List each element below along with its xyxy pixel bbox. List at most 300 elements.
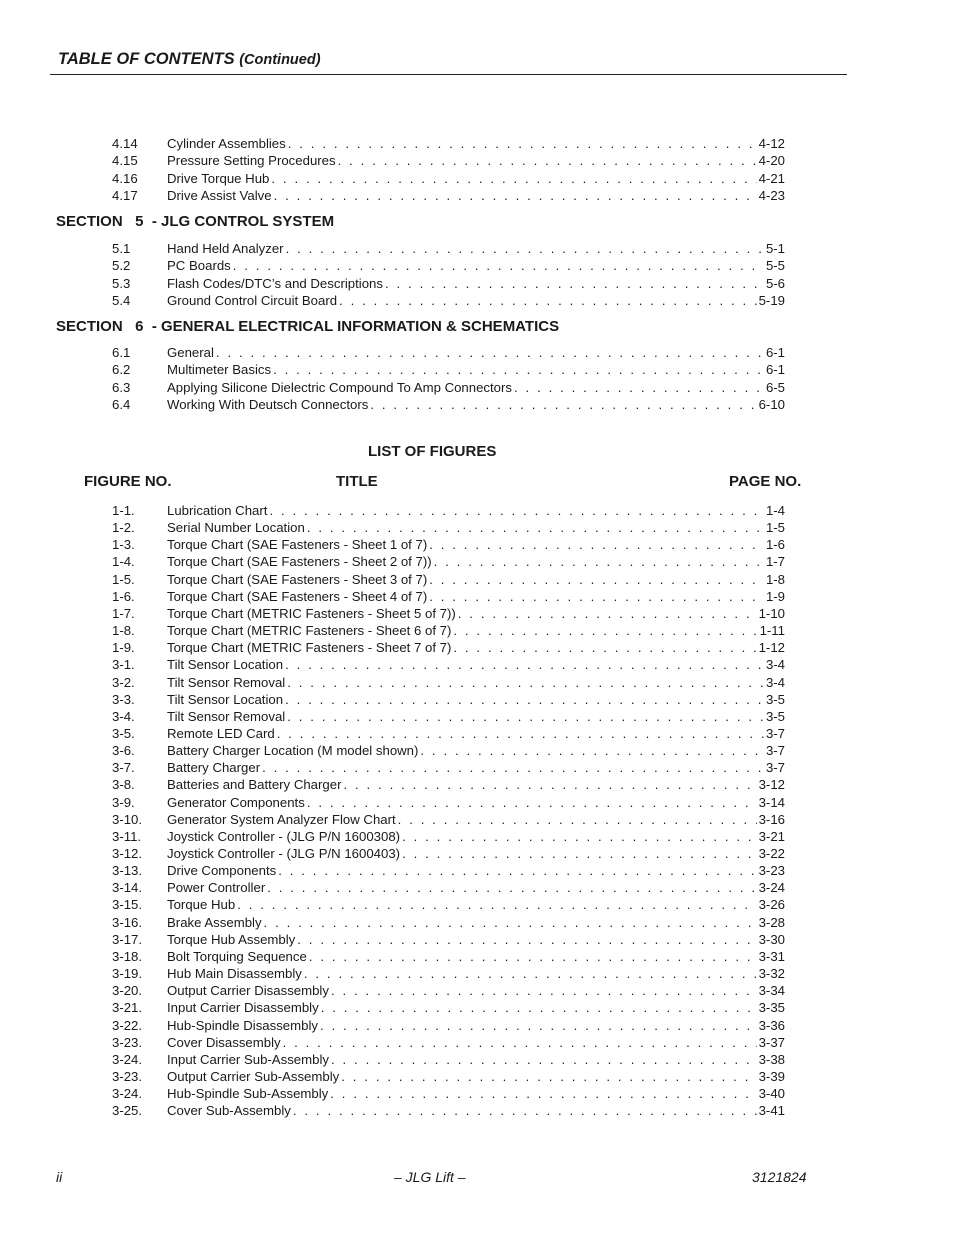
entry-title: Torque Chart (METRIC Fasteners - Sheet 7 of 7) bbox=[167, 640, 452, 656]
entry-number: 3-21. bbox=[112, 1000, 143, 1016]
entry-number: 3-20. bbox=[112, 983, 143, 999]
entry-number: 4.14 bbox=[112, 136, 138, 151]
toc-entry bbox=[0, 275, 954, 292]
entry-line bbox=[167, 639, 785, 656]
entry-page-number: 3-35 bbox=[758, 1000, 785, 1016]
entry-title: Applying Silicone Dielectric Compound To Amp Connectors bbox=[167, 379, 513, 395]
entry-page-number: 6-1 bbox=[765, 362, 785, 378]
entry-line bbox=[167, 691, 785, 708]
entry-page-number: 3-7 bbox=[765, 743, 785, 759]
entry-page-number: 3-16 bbox=[758, 811, 785, 827]
entry-page-number: 3-28 bbox=[758, 914, 785, 930]
entry-number: 3-7. bbox=[112, 760, 135, 776]
entry-page-number: 3-5 bbox=[765, 708, 785, 724]
entry-line bbox=[167, 187, 785, 204]
entry-number: 3-13. bbox=[112, 863, 143, 879]
entry-line bbox=[167, 536, 785, 553]
dot-leader bbox=[341, 1068, 756, 1085]
entry-title: Tilt Sensor Removal bbox=[167, 674, 286, 690]
entry-page-number: 5-5 bbox=[765, 258, 785, 274]
entry-number: 6.2 bbox=[112, 362, 131, 378]
entry-title: General bbox=[167, 345, 214, 360]
page-title bbox=[58, 50, 321, 69]
entry-page-number: 1-11 bbox=[759, 623, 785, 639]
footer-center-text: – JLG Lift – bbox=[394, 1169, 466, 1185]
entry-number: 3-18. bbox=[112, 948, 143, 964]
entry-number: 3-11. bbox=[112, 828, 142, 844]
entry-page-number: 1-9 bbox=[765, 588, 785, 604]
column-header-page-no: PAGE NO. bbox=[729, 473, 802, 490]
entry-line bbox=[167, 588, 785, 605]
entry-number: 3-12. bbox=[112, 846, 143, 861]
entry-page-number: 4-23 bbox=[758, 187, 785, 203]
entry-page-number: 1-4 bbox=[765, 503, 785, 518]
toc-entry bbox=[0, 811, 954, 828]
dot-leader bbox=[514, 379, 764, 396]
entry-line bbox=[167, 914, 785, 931]
entry-number: 5.3 bbox=[112, 275, 131, 291]
entry-page-number: 5-6 bbox=[765, 275, 785, 291]
entry-page-number: 3-12 bbox=[758, 777, 785, 793]
toc-entry bbox=[0, 344, 954, 361]
dot-leader bbox=[434, 553, 764, 570]
entry-line bbox=[167, 674, 785, 691]
toc-entry bbox=[0, 605, 954, 622]
entry-title: Cylinder Assemblies bbox=[167, 136, 286, 151]
entry-line bbox=[167, 1051, 785, 1068]
entry-line bbox=[167, 725, 785, 742]
dot-leader bbox=[429, 536, 764, 553]
entry-title: Torque Hub bbox=[167, 897, 236, 913]
dot-leader bbox=[339, 292, 757, 309]
entry-number: 3-23. bbox=[112, 1068, 143, 1084]
entry-title: Output Carrier Disassembly bbox=[167, 983, 329, 999]
entry-title: Pressure Setting Procedures bbox=[167, 153, 336, 169]
dot-leader bbox=[370, 396, 756, 413]
dot-leader bbox=[330, 1085, 756, 1102]
entry-title: Input Carrier Disassembly bbox=[167, 1000, 319, 1016]
entry-page-number: 3-39 bbox=[758, 1068, 785, 1084]
entry-title: Batteries and Battery Charger bbox=[167, 777, 342, 793]
entry-line bbox=[167, 622, 785, 639]
toc-entry bbox=[0, 828, 954, 845]
entry-page-number: 3-22 bbox=[758, 846, 785, 861]
entry-page-number: 3-37 bbox=[758, 1034, 785, 1050]
dot-leader bbox=[288, 135, 757, 152]
entry-line bbox=[167, 519, 785, 536]
entry-number: 1-9. bbox=[112, 640, 135, 656]
entry-title: Generator System Analyzer Flow Chart bbox=[167, 811, 396, 827]
toc-entry bbox=[0, 396, 954, 413]
toc-entry bbox=[0, 965, 954, 982]
dot-leader bbox=[331, 1051, 757, 1068]
dot-leader bbox=[233, 257, 764, 274]
entry-line bbox=[167, 502, 785, 519]
entry-title: Output Carrier Sub-Assembly bbox=[167, 1068, 340, 1084]
entry-page-number: 3-24 bbox=[758, 880, 785, 896]
entry-line bbox=[167, 948, 785, 965]
toc-entry bbox=[0, 708, 954, 725]
entry-line bbox=[167, 708, 785, 725]
entry-title: Hub Main Disassembly bbox=[167, 966, 302, 982]
entry-page-number: 1-7 bbox=[765, 554, 785, 570]
entry-number: 3-8. bbox=[112, 777, 135, 793]
entry-line bbox=[167, 759, 785, 776]
entry-line bbox=[167, 344, 785, 361]
dot-leader bbox=[216, 344, 764, 361]
entry-line bbox=[167, 292, 785, 309]
entry-line bbox=[167, 1102, 785, 1119]
entry-line bbox=[167, 1068, 785, 1085]
entry-page-number: 3-30 bbox=[758, 931, 785, 947]
entry-line bbox=[167, 862, 785, 879]
entry-title: Drive Components bbox=[167, 863, 277, 879]
dot-leader bbox=[343, 776, 756, 793]
entry-title: Joystick Controller - (JLG P/N 1600308) bbox=[167, 828, 401, 844]
toc-entry bbox=[0, 1085, 954, 1102]
toc-entry bbox=[0, 742, 954, 759]
entry-title: Working With Deutsch Connectors bbox=[167, 396, 369, 412]
entry-number: 4.16 bbox=[112, 170, 138, 186]
entry-page-number: 4-12 bbox=[758, 136, 785, 151]
entry-line bbox=[167, 553, 785, 570]
entry-line bbox=[167, 845, 785, 862]
dot-leader bbox=[237, 896, 756, 913]
toc-entry bbox=[0, 759, 954, 776]
toc-entry bbox=[0, 622, 954, 639]
entry-page-number: 6-1 bbox=[765, 345, 785, 360]
entry-line bbox=[167, 361, 785, 378]
entry-number: 3-1. bbox=[112, 657, 135, 673]
dot-leader bbox=[267, 879, 756, 896]
dot-leader bbox=[429, 571, 764, 588]
entry-line bbox=[167, 896, 785, 913]
entry-line bbox=[167, 379, 785, 396]
section5-heading: SECTION 5 - JLG CONTROL SYSTEM bbox=[56, 213, 335, 230]
dot-leader bbox=[429, 588, 764, 605]
toc-entry bbox=[0, 691, 954, 708]
footer-page-number: ii bbox=[56, 1169, 63, 1185]
dot-leader bbox=[286, 240, 764, 257]
toc-entry bbox=[0, 553, 954, 570]
entry-title: Hub-Spindle Disassembly bbox=[167, 1017, 318, 1033]
entry-title: Drive Torque Hub bbox=[167, 170, 270, 186]
toc-entry bbox=[0, 896, 954, 913]
dot-leader bbox=[285, 656, 764, 673]
entry-line bbox=[167, 828, 785, 845]
dot-leader bbox=[304, 965, 757, 982]
toc-entry bbox=[0, 292, 954, 309]
entry-number: 4.17 bbox=[112, 187, 138, 203]
entry-number: 3-4. bbox=[112, 708, 135, 724]
entry-number: 1-7. bbox=[112, 605, 135, 621]
entry-page-number: 3-36 bbox=[758, 1017, 785, 1033]
entry-line bbox=[167, 170, 785, 187]
dot-leader bbox=[278, 862, 756, 879]
entry-page-number: 3-40 bbox=[758, 1086, 785, 1102]
entry-number: 5.2 bbox=[112, 258, 131, 274]
entry-title: Torque Chart (SAE Fasteners - Sheet 4 of 7) bbox=[167, 588, 428, 604]
dot-leader bbox=[307, 519, 764, 536]
dot-leader bbox=[385, 275, 764, 292]
entry-title: Torque Chart (SAE Fasteners - Sheet 3 of 7) bbox=[167, 571, 428, 587]
entry-number: 3-24. bbox=[112, 1051, 143, 1067]
entry-number: 1-8. bbox=[112, 623, 135, 639]
entry-page-number: 1-5 bbox=[765, 520, 785, 536]
entry-number: 3-15. bbox=[112, 897, 143, 913]
entry-number: 1-6. bbox=[112, 588, 135, 604]
entry-line bbox=[167, 396, 785, 413]
entry-title: Remote LED Card bbox=[167, 725, 275, 741]
toc-entry bbox=[0, 1102, 954, 1119]
dot-leader bbox=[274, 187, 757, 204]
entry-title: Torque Hub Assembly bbox=[167, 931, 296, 947]
entry-page-number: 3-21 bbox=[758, 828, 785, 844]
dot-leader bbox=[453, 622, 757, 639]
column-header-figure-no: FIGURE NO. bbox=[84, 473, 172, 490]
dot-leader bbox=[271, 170, 756, 187]
entry-line bbox=[167, 931, 785, 948]
entry-title: Torque Chart (SAE Fasteners - Sheet 1 of 7) bbox=[167, 537, 428, 553]
entry-line bbox=[167, 965, 785, 982]
dot-leader bbox=[309, 948, 757, 965]
entry-title: Lubrication Chart bbox=[167, 503, 268, 518]
entry-line bbox=[167, 811, 785, 828]
entry-line bbox=[167, 240, 785, 257]
header-title-text: TABLE OF CONTENTS bbox=[58, 50, 235, 68]
entry-page-number: 3-7 bbox=[765, 760, 785, 776]
entry-number: 3-23. bbox=[112, 1034, 143, 1050]
dot-leader bbox=[331, 982, 757, 999]
toc-entry bbox=[0, 879, 954, 896]
dot-leader bbox=[453, 639, 756, 656]
toc-entry bbox=[0, 639, 954, 656]
toc-entry bbox=[0, 725, 954, 742]
toc-entry bbox=[0, 571, 954, 588]
entry-title: Input Carrier Sub-Assembly bbox=[167, 1051, 329, 1067]
entry-title: Tilt Sensor Location bbox=[167, 657, 284, 673]
entry-number: 1-3. bbox=[112, 537, 135, 553]
dot-leader bbox=[307, 794, 757, 811]
toc-entry bbox=[0, 152, 954, 169]
dot-leader bbox=[277, 725, 764, 742]
entry-line bbox=[167, 1017, 785, 1034]
entry-number: 6.4 bbox=[112, 396, 131, 412]
toc-entry bbox=[0, 379, 954, 396]
entry-title: Battery Charger Location (M model shown) bbox=[167, 743, 419, 759]
toc-entry bbox=[0, 999, 954, 1016]
header-subtitle: (Continued) bbox=[239, 52, 321, 68]
dot-leader bbox=[293, 1102, 757, 1119]
dot-leader bbox=[269, 502, 764, 519]
entry-number: 6.3 bbox=[112, 379, 131, 395]
entry-line bbox=[167, 982, 785, 999]
entry-line bbox=[167, 742, 785, 759]
section6-heading: SECTION 6 - GENERAL ELECTRICAL INFORMATION & SCHEMATICS bbox=[56, 318, 560, 335]
entry-line bbox=[167, 794, 785, 811]
dot-leader bbox=[297, 931, 756, 948]
entry-line bbox=[167, 1034, 785, 1051]
entry-page-number: 4-20 bbox=[758, 153, 785, 169]
entry-page-number: 6-5 bbox=[765, 379, 785, 395]
entry-page-number: 1-8 bbox=[765, 571, 785, 587]
entry-title: Tilt Sensor Removal bbox=[167, 708, 286, 724]
toc-entry bbox=[0, 135, 954, 152]
toc-entry bbox=[0, 257, 954, 274]
entry-line bbox=[167, 879, 785, 896]
entry-line bbox=[167, 1085, 785, 1102]
entry-page-number: 3-34 bbox=[758, 983, 785, 999]
toc-entry bbox=[0, 170, 954, 187]
entry-title: Flash Codes/DTC’s and Descriptions bbox=[167, 275, 383, 291]
entry-page-number: 5-19 bbox=[758, 292, 785, 308]
entry-number: 3-24. bbox=[112, 1086, 143, 1102]
entry-title: Drive Assist Valve bbox=[167, 187, 272, 203]
dot-leader bbox=[264, 914, 757, 931]
dot-leader bbox=[287, 674, 764, 691]
toc-entry bbox=[0, 656, 954, 673]
entry-number: 3-9. bbox=[112, 794, 135, 810]
entry-number: 3-5. bbox=[112, 725, 135, 741]
entry-page-number: 1-6 bbox=[765, 537, 785, 553]
toc-entry bbox=[0, 240, 954, 257]
toc-entry bbox=[0, 948, 954, 965]
dot-leader bbox=[262, 759, 764, 776]
entry-page-number: 3-7 bbox=[765, 725, 785, 741]
dot-leader bbox=[402, 845, 757, 862]
toc-entry bbox=[0, 982, 954, 999]
entry-page-number: 3-4 bbox=[765, 657, 785, 673]
entry-page-number: 3-38 bbox=[758, 1051, 785, 1067]
entry-title: Battery Charger bbox=[167, 760, 261, 776]
entry-title: Torque Chart (METRIC Fasteners - Sheet 6 of 7) bbox=[167, 623, 452, 639]
toc-entry bbox=[0, 931, 954, 948]
entry-number: 6.1 bbox=[112, 345, 131, 360]
entry-page-number: 3-5 bbox=[765, 691, 785, 707]
entry-page-number: 3-31 bbox=[758, 948, 785, 964]
entry-title: Torque Chart (METRIC Fasteners - Sheet 5 of 7)) bbox=[167, 605, 456, 621]
entry-title: PC Boards bbox=[167, 258, 231, 274]
entry-line bbox=[167, 999, 785, 1016]
entry-title: Cover Disassembly bbox=[167, 1034, 281, 1050]
entry-title: Hub-Spindle Sub-Assembly bbox=[167, 1086, 329, 1102]
entry-page-number: 3-23 bbox=[758, 863, 785, 879]
entry-line bbox=[167, 656, 785, 673]
entry-line bbox=[167, 605, 785, 622]
toc-entry bbox=[0, 519, 954, 536]
toc-entry bbox=[0, 536, 954, 553]
dot-leader bbox=[398, 811, 757, 828]
dot-leader bbox=[420, 742, 764, 759]
entry-title: Cover Sub-Assembly bbox=[167, 1103, 291, 1119]
entry-title: Generator Components bbox=[167, 794, 305, 810]
entry-title: Multimeter Basics bbox=[167, 362, 272, 378]
toc-entry bbox=[0, 1068, 954, 1085]
entry-number: 3-2. bbox=[112, 674, 135, 690]
entry-number: 3-17. bbox=[112, 931, 143, 947]
entry-number: 3-10. bbox=[112, 811, 143, 827]
entry-number: 3-19. bbox=[112, 966, 143, 982]
entry-number: 4.15 bbox=[112, 153, 138, 169]
toc-entry bbox=[0, 845, 954, 862]
entry-number: 1-2. bbox=[112, 520, 135, 536]
entry-page-number: 3-41 bbox=[758, 1103, 785, 1119]
entry-page-number: 4-21 bbox=[758, 170, 785, 186]
dot-leader bbox=[338, 152, 757, 169]
entry-number: 1-1. bbox=[112, 503, 135, 518]
dot-leader bbox=[283, 1034, 757, 1051]
toc-entry bbox=[0, 361, 954, 378]
toc-entry bbox=[0, 502, 954, 519]
dot-leader bbox=[320, 1017, 757, 1034]
toc-entry bbox=[0, 674, 954, 691]
entry-title: Brake Assembly bbox=[167, 914, 262, 930]
entry-number: 3-6. bbox=[112, 743, 135, 759]
footer-doc-number: 3121824 bbox=[752, 1169, 807, 1185]
entry-line bbox=[167, 776, 785, 793]
entry-page-number: 3-32 bbox=[758, 966, 785, 982]
entry-title: Hand Held Analyzer bbox=[167, 241, 284, 256]
toc-entry bbox=[0, 1017, 954, 1034]
entry-title: Joystick Controller - (JLG P/N 1600403) bbox=[167, 846, 401, 861]
toc-entry bbox=[0, 776, 954, 793]
entry-line bbox=[167, 135, 785, 152]
entry-title: Ground Control Circuit Board bbox=[167, 292, 338, 308]
toc-entry bbox=[0, 588, 954, 605]
entry-title: Torque Chart (SAE Fasteners - Sheet 2 of 7)) bbox=[167, 554, 432, 570]
entry-page-number: 3-4 bbox=[765, 674, 785, 690]
entry-title: Power Controller bbox=[167, 880, 266, 896]
entry-title: Tilt Sensor Location bbox=[167, 691, 284, 707]
list-of-figures-title: LIST OF FIGURES bbox=[368, 443, 497, 460]
entry-number: 3-3. bbox=[112, 691, 135, 707]
entry-page-number: 1-10 bbox=[758, 605, 785, 621]
dot-leader bbox=[458, 605, 757, 622]
column-header-title: TITLE bbox=[336, 473, 378, 490]
entry-page-number: 6-10 bbox=[758, 396, 785, 412]
entry-line bbox=[167, 152, 785, 169]
dot-leader bbox=[285, 691, 764, 708]
entry-line bbox=[167, 257, 785, 274]
entry-page-number: 5-1 bbox=[765, 241, 785, 256]
toc-entry bbox=[0, 187, 954, 204]
entry-page-number: 3-26 bbox=[758, 897, 785, 913]
toc-entry bbox=[0, 914, 954, 931]
dot-leader bbox=[273, 361, 764, 378]
entry-number: 3-14. bbox=[112, 880, 143, 896]
entry-title: Bolt Torquing Sequence bbox=[167, 948, 307, 964]
entry-page-number: 3-14 bbox=[758, 794, 785, 810]
entry-number: 5.1 bbox=[112, 241, 131, 256]
entry-line bbox=[167, 571, 785, 588]
toc-entry bbox=[0, 862, 954, 879]
entry-line bbox=[167, 275, 785, 292]
dot-leader bbox=[287, 708, 764, 725]
toc-entry bbox=[0, 1034, 954, 1051]
dot-leader bbox=[321, 999, 757, 1016]
entry-title: Serial Number Location bbox=[167, 520, 305, 536]
entry-number: 5.4 bbox=[112, 292, 131, 308]
entry-number: 3-25. bbox=[112, 1103, 143, 1119]
dot-leader bbox=[402, 828, 757, 845]
toc-entry bbox=[0, 1051, 954, 1068]
entry-number: 3-16. bbox=[112, 914, 143, 930]
entry-number: 3-22. bbox=[112, 1017, 143, 1033]
toc-entry bbox=[0, 794, 954, 811]
page-header bbox=[50, 48, 847, 75]
entry-number: 1-5. bbox=[112, 571, 135, 587]
entry-page-number: 1-12 bbox=[758, 640, 785, 656]
